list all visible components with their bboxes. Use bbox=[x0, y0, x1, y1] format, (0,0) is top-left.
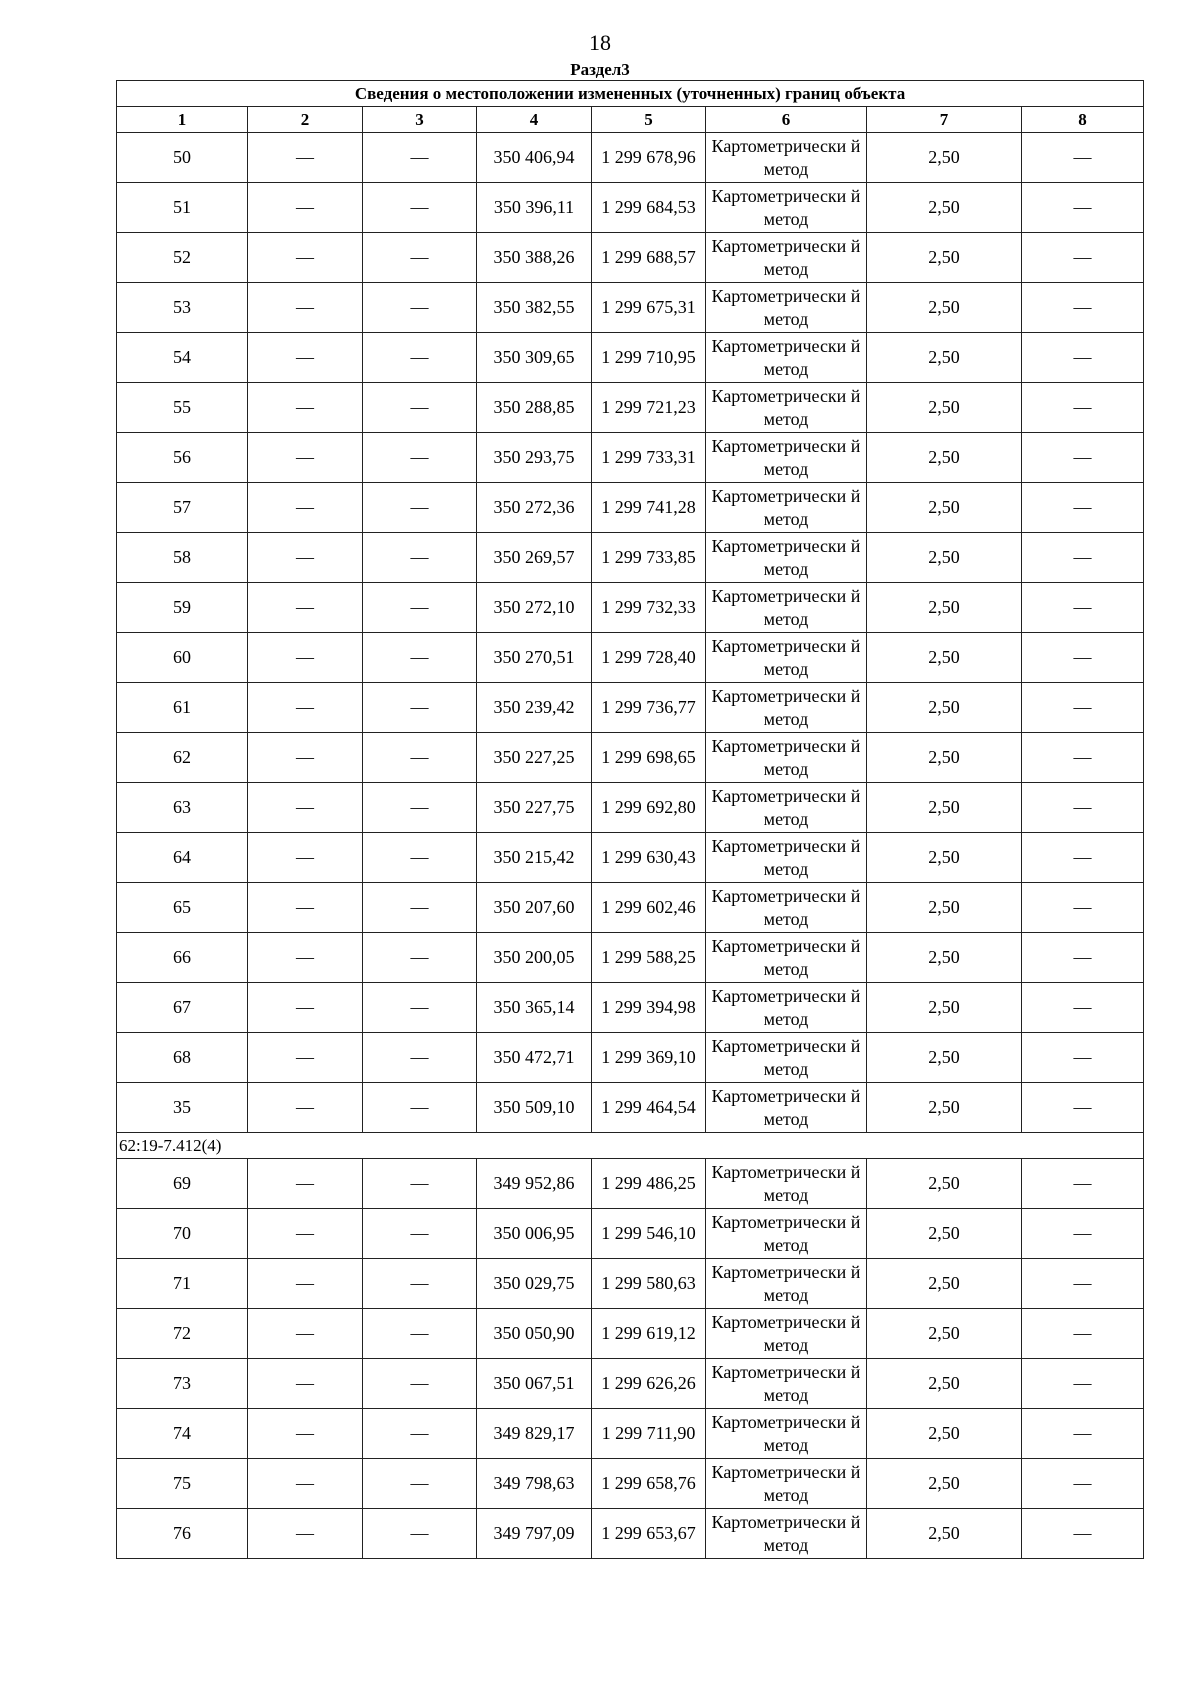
table-row bbox=[117, 683, 1144, 733]
column-8-cell: — bbox=[1022, 1159, 1144, 1209]
cadastral-group-label: 62:19-7.412(4) bbox=[117, 1133, 1144, 1159]
column-2-cell: — bbox=[248, 633, 363, 683]
point-number-cell: 50 bbox=[117, 133, 248, 183]
table-caption: Сведения о местоположении измененных (уточненных) границ объекта bbox=[117, 81, 1144, 107]
section-title: Раздел3 bbox=[570, 60, 630, 79]
table-row bbox=[117, 183, 1144, 233]
column-2-cell: — bbox=[248, 533, 363, 583]
table-row bbox=[117, 1259, 1144, 1309]
column-8-cell: — bbox=[1022, 683, 1144, 733]
column-3-cell: — bbox=[363, 683, 477, 733]
accuracy-cell: 2,50 bbox=[867, 533, 1022, 583]
accuracy-cell: 2,50 bbox=[867, 183, 1022, 233]
table-body bbox=[117, 81, 1144, 1559]
table-row bbox=[117, 1409, 1144, 1459]
y-coordinate-cell: 1 299 580,63 bbox=[592, 1259, 706, 1309]
column-2-cell: — bbox=[248, 433, 363, 483]
point-number-cell: 72 bbox=[117, 1309, 248, 1359]
table-row bbox=[117, 583, 1144, 633]
point-number-cell: 35 bbox=[117, 1083, 248, 1133]
table-row bbox=[117, 233, 1144, 283]
x-coordinate-cell: 350 269,57 bbox=[477, 533, 592, 583]
column-8-cell: — bbox=[1022, 1309, 1144, 1359]
column-3-cell: — bbox=[363, 533, 477, 583]
x-coordinate-cell: 350 270,51 bbox=[477, 633, 592, 683]
y-coordinate-cell: 1 299 736,77 bbox=[592, 683, 706, 733]
x-coordinate-cell: 350 227,75 bbox=[477, 783, 592, 833]
method-cell: Картометрически й метод bbox=[706, 433, 867, 483]
method-cell: Картометрически й метод bbox=[706, 833, 867, 883]
page-number: 18 bbox=[589, 30, 611, 55]
x-coordinate-cell: 350 509,10 bbox=[477, 1083, 592, 1133]
accuracy-cell: 2,50 bbox=[867, 383, 1022, 433]
column-header: 8 bbox=[1022, 107, 1144, 133]
y-coordinate-cell: 1 299 698,65 bbox=[592, 733, 706, 783]
column-8-cell: — bbox=[1022, 733, 1144, 783]
accuracy-cell: 2,50 bbox=[867, 1083, 1022, 1133]
column-8-cell: — bbox=[1022, 333, 1144, 383]
table-row bbox=[117, 633, 1144, 683]
accuracy-cell: 2,50 bbox=[867, 1159, 1022, 1209]
method-cell: Картометрически й метод bbox=[706, 1459, 867, 1509]
x-coordinate-cell: 349 952,86 bbox=[477, 1159, 592, 1209]
y-coordinate-cell: 1 299 630,43 bbox=[592, 833, 706, 883]
column-2-cell: — bbox=[248, 1459, 363, 1509]
y-coordinate-cell: 1 299 733,31 bbox=[592, 433, 706, 483]
accuracy-cell: 2,50 bbox=[867, 1033, 1022, 1083]
method-cell: Картометрически й метод bbox=[706, 283, 867, 333]
column-8-cell: — bbox=[1022, 783, 1144, 833]
column-8-cell: — bbox=[1022, 483, 1144, 533]
column-8-cell: — bbox=[1022, 1209, 1144, 1259]
column-8-cell: — bbox=[1022, 1033, 1144, 1083]
column-2-cell: — bbox=[248, 1209, 363, 1259]
accuracy-cell: 2,50 bbox=[867, 1459, 1022, 1509]
column-3-cell: — bbox=[363, 383, 477, 433]
accuracy-cell: 2,50 bbox=[867, 733, 1022, 783]
method-cell: Картометрически й метод bbox=[706, 783, 867, 833]
column-3-cell: — bbox=[363, 1359, 477, 1409]
y-coordinate-cell: 1 299 692,80 bbox=[592, 783, 706, 833]
column-8-cell: — bbox=[1022, 1409, 1144, 1459]
x-coordinate-cell: 350 006,95 bbox=[477, 1209, 592, 1259]
column-8-cell: — bbox=[1022, 583, 1144, 633]
table-row bbox=[117, 1359, 1144, 1409]
point-number-cell: 62 bbox=[117, 733, 248, 783]
column-3-cell: — bbox=[363, 1509, 477, 1559]
accuracy-cell: 2,50 bbox=[867, 283, 1022, 333]
accuracy-cell: 2,50 bbox=[867, 583, 1022, 633]
column-8-cell: — bbox=[1022, 1259, 1144, 1309]
y-coordinate-cell: 1 299 728,40 bbox=[592, 633, 706, 683]
accuracy-cell: 2,50 bbox=[867, 233, 1022, 283]
column-3-cell: — bbox=[363, 983, 477, 1033]
accuracy-cell: 2,50 bbox=[867, 833, 1022, 883]
point-number-cell: 57 bbox=[117, 483, 248, 533]
point-number-cell: 55 bbox=[117, 383, 248, 433]
column-8-cell: — bbox=[1022, 1083, 1144, 1133]
column-2-cell: — bbox=[248, 1083, 363, 1133]
column-3-cell: — bbox=[363, 733, 477, 783]
accuracy-cell: 2,50 bbox=[867, 333, 1022, 383]
x-coordinate-cell: 350 382,55 bbox=[477, 283, 592, 333]
method-cell: Картометрически й метод bbox=[706, 733, 867, 783]
method-cell: Картометрически й метод bbox=[706, 183, 867, 233]
table-row bbox=[117, 1309, 1144, 1359]
y-coordinate-cell: 1 299 369,10 bbox=[592, 1033, 706, 1083]
table-row bbox=[117, 433, 1144, 483]
column-8-cell: — bbox=[1022, 133, 1144, 183]
y-coordinate-cell: 1 299 546,10 bbox=[592, 1209, 706, 1259]
column-8-cell: — bbox=[1022, 983, 1144, 1033]
table-row bbox=[117, 1033, 1144, 1083]
table-row bbox=[117, 833, 1144, 883]
column-3-cell: — bbox=[363, 1033, 477, 1083]
x-coordinate-cell: 350 207,60 bbox=[477, 883, 592, 933]
table-row bbox=[117, 133, 1144, 183]
y-coordinate-cell: 1 299 711,90 bbox=[592, 1409, 706, 1459]
method-cell: Картометрически й метод bbox=[706, 533, 867, 583]
method-cell: Картометрически й метод bbox=[706, 583, 867, 633]
accuracy-cell: 2,50 bbox=[867, 983, 1022, 1033]
point-number-cell: 56 bbox=[117, 433, 248, 483]
column-2-cell: — bbox=[248, 1033, 363, 1083]
column-2-cell: — bbox=[248, 333, 363, 383]
table-row bbox=[117, 383, 1144, 433]
table-row bbox=[117, 1459, 1144, 1509]
table-row bbox=[117, 983, 1144, 1033]
column-2-cell: — bbox=[248, 983, 363, 1033]
column-8-cell: — bbox=[1022, 283, 1144, 333]
y-coordinate-cell: 1 299 626,26 bbox=[592, 1359, 706, 1409]
accuracy-cell: 2,50 bbox=[867, 933, 1022, 983]
point-number-cell: 63 bbox=[117, 783, 248, 833]
column-3-cell: — bbox=[363, 1083, 477, 1133]
point-number-cell: 60 bbox=[117, 633, 248, 683]
column-8-cell: — bbox=[1022, 1459, 1144, 1509]
method-cell: Картометрически й метод bbox=[706, 383, 867, 433]
column-3-cell: — bbox=[363, 633, 477, 683]
x-coordinate-cell: 350 388,26 bbox=[477, 233, 592, 283]
point-number-cell: 64 bbox=[117, 833, 248, 883]
column-header: 1 bbox=[117, 107, 248, 133]
column-header: 6 bbox=[706, 107, 867, 133]
x-coordinate-cell: 350 029,75 bbox=[477, 1259, 592, 1309]
column-3-cell: — bbox=[363, 883, 477, 933]
accuracy-cell: 2,50 bbox=[867, 683, 1022, 733]
method-cell: Картометрически й метод bbox=[706, 933, 867, 983]
accuracy-cell: 2,50 bbox=[867, 1309, 1022, 1359]
table-row bbox=[117, 1509, 1144, 1559]
table-row bbox=[117, 1159, 1144, 1209]
column-2-cell: — bbox=[248, 1309, 363, 1359]
y-coordinate-cell: 1 299 394,98 bbox=[592, 983, 706, 1033]
column-8-cell: — bbox=[1022, 933, 1144, 983]
x-coordinate-cell: 350 309,65 bbox=[477, 333, 592, 383]
x-coordinate-cell: 350 227,25 bbox=[477, 733, 592, 783]
column-8-cell: — bbox=[1022, 533, 1144, 583]
accuracy-cell: 2,50 bbox=[867, 1209, 1022, 1259]
x-coordinate-cell: 350 472,71 bbox=[477, 1033, 592, 1083]
column-8-cell: — bbox=[1022, 1359, 1144, 1409]
point-number-cell: 66 bbox=[117, 933, 248, 983]
column-2-cell: — bbox=[248, 783, 363, 833]
column-3-cell: — bbox=[363, 133, 477, 183]
table-row bbox=[117, 733, 1144, 783]
point-number-cell: 74 bbox=[117, 1409, 248, 1459]
column-8-cell: — bbox=[1022, 433, 1144, 483]
column-2-cell: — bbox=[248, 383, 363, 433]
method-cell: Картометрически й метод bbox=[706, 333, 867, 383]
point-number-cell: 65 bbox=[117, 883, 248, 933]
x-coordinate-cell: 350 272,36 bbox=[477, 483, 592, 533]
column-3-cell: — bbox=[363, 1309, 477, 1359]
table-row bbox=[117, 933, 1144, 983]
point-number-cell: 68 bbox=[117, 1033, 248, 1083]
method-cell: Картометрически й метод bbox=[706, 1083, 867, 1133]
column-3-cell: — bbox=[363, 1209, 477, 1259]
column-2-cell: — bbox=[248, 283, 363, 333]
y-coordinate-cell: 1 299 710,95 bbox=[592, 333, 706, 383]
boundary-coordinates-table bbox=[116, 80, 1144, 1559]
y-coordinate-cell: 1 299 675,31 bbox=[592, 283, 706, 333]
column-8-cell: — bbox=[1022, 833, 1144, 883]
point-number-cell: 54 bbox=[117, 333, 248, 383]
y-coordinate-cell: 1 299 588,25 bbox=[592, 933, 706, 983]
x-coordinate-cell: 350 272,10 bbox=[477, 583, 592, 633]
point-number-cell: 75 bbox=[117, 1459, 248, 1509]
table-row bbox=[117, 783, 1144, 833]
column-2-cell: — bbox=[248, 583, 363, 633]
accuracy-cell: 2,50 bbox=[867, 883, 1022, 933]
point-number-cell: 52 bbox=[117, 233, 248, 283]
column-3-cell: — bbox=[363, 783, 477, 833]
x-coordinate-cell: 350 293,75 bbox=[477, 433, 592, 483]
column-2-cell: — bbox=[248, 183, 363, 233]
y-coordinate-cell: 1 299 464,54 bbox=[592, 1083, 706, 1133]
method-cell: Картометрически й метод bbox=[706, 883, 867, 933]
column-3-cell: — bbox=[363, 183, 477, 233]
point-number-cell: 59 bbox=[117, 583, 248, 633]
accuracy-cell: 2,50 bbox=[867, 1409, 1022, 1459]
column-8-cell: — bbox=[1022, 883, 1144, 933]
column-3-cell: — bbox=[363, 1459, 477, 1509]
y-coordinate-cell: 1 299 678,96 bbox=[592, 133, 706, 183]
x-coordinate-cell: 350 288,85 bbox=[477, 383, 592, 433]
point-number-cell: 61 bbox=[117, 683, 248, 733]
x-coordinate-cell: 350 365,14 bbox=[477, 983, 592, 1033]
y-coordinate-cell: 1 299 741,28 bbox=[592, 483, 706, 533]
accuracy-cell: 2,50 bbox=[867, 133, 1022, 183]
accuracy-cell: 2,50 bbox=[867, 1509, 1022, 1559]
column-number-row bbox=[117, 107, 1144, 133]
x-coordinate-cell: 350 406,94 bbox=[477, 133, 592, 183]
column-2-cell: — bbox=[248, 883, 363, 933]
column-2-cell: — bbox=[248, 833, 363, 883]
column-header: 5 bbox=[592, 107, 706, 133]
x-coordinate-cell: 350 200,05 bbox=[477, 933, 592, 983]
method-cell: Картометрически й метод bbox=[706, 1159, 867, 1209]
column-2-cell: — bbox=[248, 733, 363, 783]
column-3-cell: — bbox=[363, 583, 477, 633]
column-8-cell: — bbox=[1022, 233, 1144, 283]
table-row bbox=[117, 483, 1144, 533]
column-3-cell: — bbox=[363, 933, 477, 983]
accuracy-cell: 2,50 bbox=[867, 1359, 1022, 1409]
column-3-cell: — bbox=[363, 1159, 477, 1209]
y-coordinate-cell: 1 299 684,53 bbox=[592, 183, 706, 233]
column-8-cell: — bbox=[1022, 383, 1144, 433]
table-row bbox=[117, 533, 1144, 583]
column-2-cell: — bbox=[248, 1159, 363, 1209]
x-coordinate-cell: 349 798,63 bbox=[477, 1459, 592, 1509]
method-cell: Картометрически й метод bbox=[706, 1309, 867, 1359]
x-coordinate-cell: 349 829,17 bbox=[477, 1409, 592, 1459]
column-3-cell: — bbox=[363, 233, 477, 283]
group-label-row bbox=[117, 1133, 1144, 1159]
method-cell: Картометрически й метод bbox=[706, 633, 867, 683]
column-2-cell: — bbox=[248, 233, 363, 283]
method-cell: Картометрически й метод bbox=[706, 133, 867, 183]
method-cell: Картометрически й метод bbox=[706, 1259, 867, 1309]
accuracy-cell: 2,50 bbox=[867, 783, 1022, 833]
x-coordinate-cell: 350 215,42 bbox=[477, 833, 592, 883]
column-2-cell: — bbox=[248, 483, 363, 533]
y-coordinate-cell: 1 299 688,57 bbox=[592, 233, 706, 283]
method-cell: Картометрически й метод bbox=[706, 483, 867, 533]
column-2-cell: — bbox=[248, 1259, 363, 1309]
column-2-cell: — bbox=[248, 1509, 363, 1559]
x-coordinate-cell: 350 067,51 bbox=[477, 1359, 592, 1409]
x-coordinate-cell: 350 050,90 bbox=[477, 1309, 592, 1359]
column-3-cell: — bbox=[363, 433, 477, 483]
table-row bbox=[117, 1083, 1144, 1133]
point-number-cell: 67 bbox=[117, 983, 248, 1033]
y-coordinate-cell: 1 299 486,25 bbox=[592, 1159, 706, 1209]
column-header: 3 bbox=[363, 107, 477, 133]
table-row bbox=[117, 283, 1144, 333]
y-coordinate-cell: 1 299 619,12 bbox=[592, 1309, 706, 1359]
table-row bbox=[117, 1209, 1144, 1259]
point-number-cell: 71 bbox=[117, 1259, 248, 1309]
method-cell: Картометрически й метод bbox=[706, 983, 867, 1033]
column-3-cell: — bbox=[363, 833, 477, 883]
y-coordinate-cell: 1 299 658,76 bbox=[592, 1459, 706, 1509]
method-cell: Картометрически й метод bbox=[706, 683, 867, 733]
column-2-cell: — bbox=[248, 1359, 363, 1409]
method-cell: Картометрически й метод bbox=[706, 1209, 867, 1259]
point-number-cell: 70 bbox=[117, 1209, 248, 1259]
column-2-cell: — bbox=[248, 1409, 363, 1459]
y-coordinate-cell: 1 299 732,33 bbox=[592, 583, 706, 633]
column-2-cell: — bbox=[248, 133, 363, 183]
column-2-cell: — bbox=[248, 933, 363, 983]
accuracy-cell: 2,50 bbox=[867, 633, 1022, 683]
point-number-cell: 73 bbox=[117, 1359, 248, 1409]
column-header: 4 bbox=[477, 107, 592, 133]
column-8-cell: — bbox=[1022, 633, 1144, 683]
column-3-cell: — bbox=[363, 283, 477, 333]
method-cell: Картометрически й метод bbox=[706, 1509, 867, 1559]
method-cell: Картометрически й метод bbox=[706, 1409, 867, 1459]
accuracy-cell: 2,50 bbox=[867, 483, 1022, 533]
column-3-cell: — bbox=[363, 1409, 477, 1459]
point-number-cell: 51 bbox=[117, 183, 248, 233]
column-3-cell: — bbox=[363, 483, 477, 533]
table-caption-row bbox=[117, 81, 1144, 107]
point-number-cell: 58 bbox=[117, 533, 248, 583]
point-number-cell: 69 bbox=[117, 1159, 248, 1209]
column-3-cell: — bbox=[363, 333, 477, 383]
point-number-cell: 53 bbox=[117, 283, 248, 333]
x-coordinate-cell: 350 239,42 bbox=[477, 683, 592, 733]
y-coordinate-cell: 1 299 733,85 bbox=[592, 533, 706, 583]
accuracy-cell: 2,50 bbox=[867, 433, 1022, 483]
x-coordinate-cell: 349 797,09 bbox=[477, 1509, 592, 1559]
column-header: 2 bbox=[248, 107, 363, 133]
column-2-cell: — bbox=[248, 683, 363, 733]
y-coordinate-cell: 1 299 602,46 bbox=[592, 883, 706, 933]
column-3-cell: — bbox=[363, 1259, 477, 1309]
column-header: 7 bbox=[867, 107, 1022, 133]
point-number-cell: 76 bbox=[117, 1509, 248, 1559]
accuracy-cell: 2,50 bbox=[867, 1259, 1022, 1309]
method-cell: Картометрически й метод bbox=[706, 1359, 867, 1409]
table-row bbox=[117, 883, 1144, 933]
method-cell: Картометрически й метод bbox=[706, 233, 867, 283]
column-8-cell: — bbox=[1022, 183, 1144, 233]
y-coordinate-cell: 1 299 653,67 bbox=[592, 1509, 706, 1559]
x-coordinate-cell: 350 396,11 bbox=[477, 183, 592, 233]
method-cell: Картометрически й метод bbox=[706, 1033, 867, 1083]
y-coordinate-cell: 1 299 721,23 bbox=[592, 383, 706, 433]
table-row bbox=[117, 333, 1144, 383]
column-8-cell: — bbox=[1022, 1509, 1144, 1559]
